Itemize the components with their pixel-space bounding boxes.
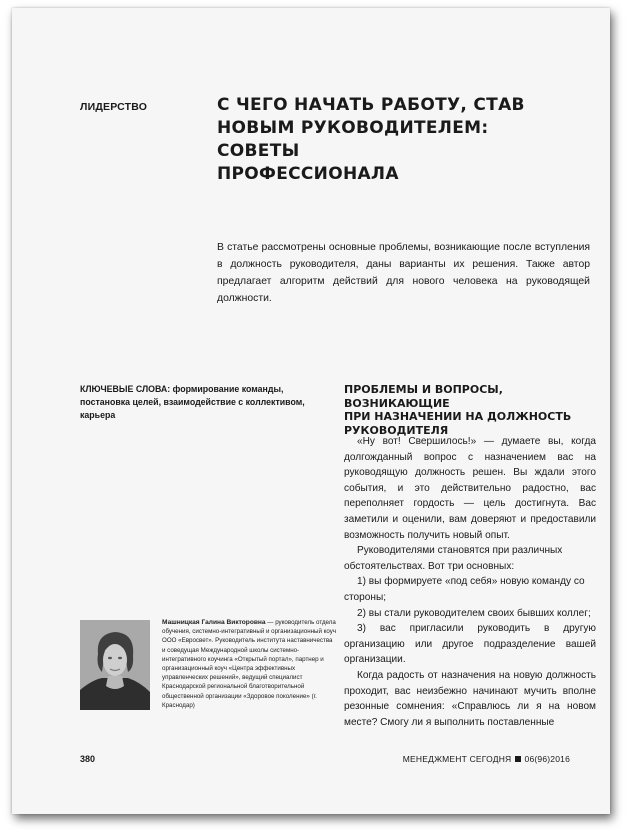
article-title	[217, 94, 547, 186]
footer-magazine	[403, 754, 570, 764]
section-heading-line: ПРИ НАЗНАЧЕНИИ НА ДОЛЖНОСТЬ	[344, 410, 572, 423]
magazine-name: МЕНЕДЖМЕНТ СЕГОДНЯ	[402, 754, 512, 764]
magazine-page	[12, 8, 610, 814]
section-heading-line: ПРОБЛЕМЫ И ВОПРОСЫ, ВОЗНИКАЮЩИЕ	[344, 383, 503, 410]
abstract: В статье рассмотрены основные проблемы, возникающие после вступления в должность руководителя, даны варианты их решения. Также автор предлагает алгоритм действий для нового человека на руководящей должности.	[217, 242, 590, 304]
author-bio	[162, 618, 337, 710]
page-number: 380	[80, 754, 96, 764]
article-title-line: НОВЫМ РУКОВОДИТЕЛЕМ: СОВЕТЫ	[217, 118, 489, 161]
author-name: Машницкая Галина Викторовна	[162, 619, 266, 626]
section-label: ЛИДЕРСТВО	[80, 101, 148, 113]
body-paragraph: «Ну вот! Свершилось!» — думаете вы, когда долгожданный вопрос с назначением вас на руководящую должность решен. Вы ждали этого события, и это действительно радостно, вас переполняет гордость — цель достигнута. Вас заметили и оценили, вам доверяют и предоставили возможность получить новый опыт.	[344, 436, 596, 541]
article-section-heading	[344, 383, 594, 437]
author-portrait-image	[80, 620, 150, 710]
section-heading-line: РУКОВОДИТЕЛЯ	[344, 423, 449, 437]
article-title-line: С ЧЕГО НАЧАТЬ РАБОТУ, СТАВ	[217, 95, 525, 115]
list-item: 2) вы стали руководителем своих бывших коллег;	[357, 607, 591, 619]
body-paragraph: Руководителями становятся при различных обстоятельствах. Вот три основных:	[344, 545, 563, 572]
issue-number: 06(96)2016	[524, 754, 570, 764]
list-item: 1) вы формируете «под себя» новую команду со стороны;	[344, 576, 585, 603]
square-separator-icon	[515, 756, 521, 762]
article-body	[344, 434, 596, 730]
keywords-text: формирование команды, постановка целей, взаимодействие с коллективом, карьера	[80, 384, 305, 420]
keywords-label: КЛЮЧЕВЫЕ СЛОВА:	[80, 384, 171, 394]
author-description: — руководитель отдела обучения, системно-интегративный и организационный коуч ООО «Евросвет». Руководитель института наставничества и соведущая Международной школы системно-интегративного коучинга «Открытый портал», партнер и организационный коуч «Центра эффективных управленческих решений», ведущий специалист Краснодарской региональной благотворительной общественной организации «Здоровое поколение» (г. Краснодар)	[162, 619, 337, 709]
body-paragraph: Когда радость от назначения на новую должность проходит, вас неизбежно начинают мучить вполне резонные сомнения: «Справлюсь ли я на новом месте? Смогу ли я выполнить поставленные	[344, 669, 596, 728]
article-title-line: ПРОФЕССИОНАЛА	[217, 164, 399, 184]
list-item: 3) вас пригласили руководить в другую организацию или другое подразделение вашей организации.	[344, 623, 596, 666]
keywords	[80, 383, 320, 422]
author-photo	[80, 620, 150, 710]
